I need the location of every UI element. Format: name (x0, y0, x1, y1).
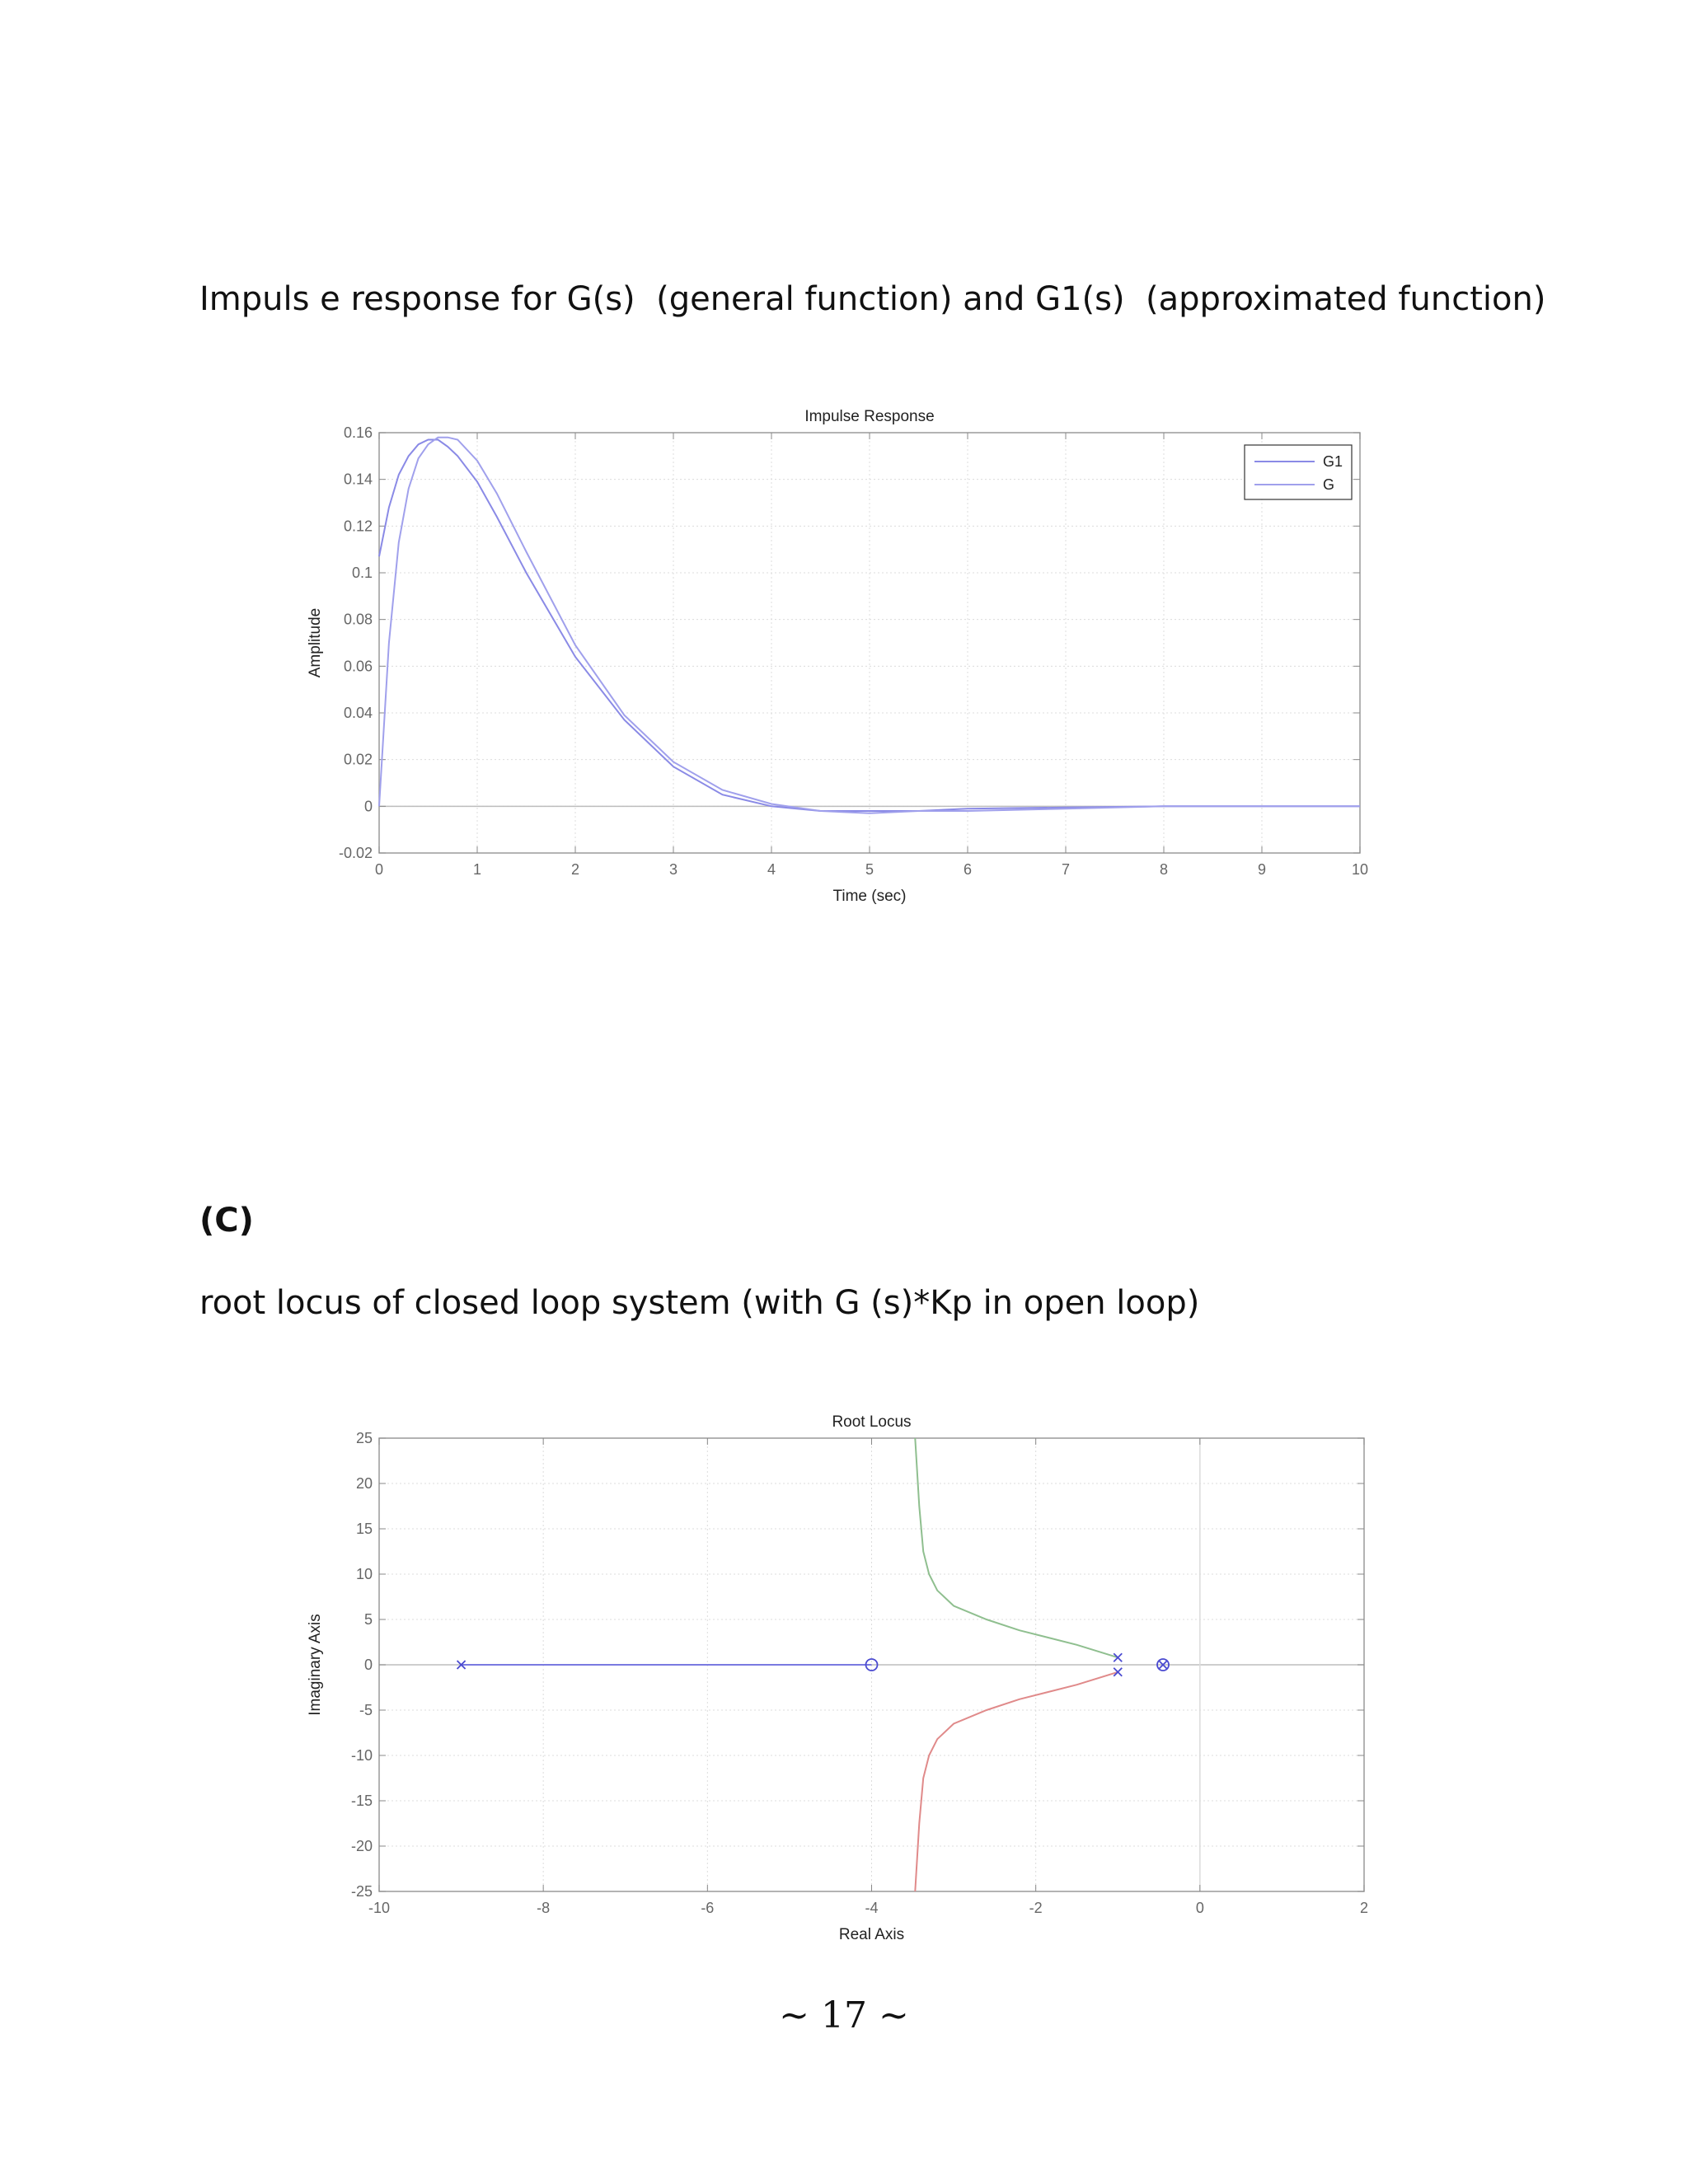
y-tick-label: -15 (350, 1793, 373, 1809)
caption-root-locus: root locus of closed loop system (with G (s)*Kp in open loop) (199, 1284, 1200, 1322)
x-tick-label: 10 (1351, 861, 1369, 878)
root-locus-plot (297, 1401, 1418, 1945)
x-tick-label: 2 (1359, 1900, 1369, 1916)
y-tick-label: 5 (363, 1611, 373, 1628)
chart-title: Impulse Response (804, 408, 935, 425)
x-tick-label: 0 (1195, 1900, 1204, 1916)
x-tick-label: 9 (1257, 861, 1267, 878)
y-tick-label: -20 (350, 1838, 373, 1854)
y-tick-label: 15 (355, 1521, 373, 1537)
x-axis-label: Time (sec) (832, 888, 907, 905)
x-tick-label: -8 (537, 1900, 551, 1916)
x-tick-label: 0 (374, 861, 384, 878)
y-tick-label: 20 (355, 1475, 373, 1492)
pole-marker (1114, 1668, 1122, 1676)
root-locus-chart (297, 1401, 1418, 1945)
y-tick-label: 0.14 (343, 471, 373, 488)
y-axis-label: Imaginary Axis (307, 1614, 324, 1716)
y-tick-label: 0.12 (343, 518, 373, 535)
x-tick-label: 7 (1061, 861, 1071, 878)
x-tick-label: 3 (668, 861, 678, 878)
legend-label: G1 (1323, 453, 1343, 470)
series-line-g (379, 438, 1360, 813)
y-tick-label: 0 (363, 1657, 373, 1673)
x-tick-label: -4 (865, 1900, 879, 1916)
impulse-response-plot (297, 396, 1418, 923)
chart-title: Root Locus (832, 1413, 912, 1431)
y-tick-label: 0.08 (343, 611, 373, 628)
y-tick-label: 0.02 (343, 751, 373, 768)
x-tick-label: 5 (865, 861, 874, 878)
impulse-response-chart (297, 396, 1418, 923)
locus-branch (915, 1672, 1118, 1891)
y-tick-label: 0.16 (343, 424, 373, 441)
x-tick-label: 4 (767, 861, 776, 878)
y-tick-label: 0 (363, 798, 373, 815)
x-tick-label: -10 (368, 1900, 391, 1916)
x-tick-label: 6 (963, 861, 973, 878)
y-tick-label: 0.04 (343, 705, 373, 721)
y-tick-label: 10 (355, 1566, 373, 1582)
x-tick-label: 2 (570, 861, 580, 878)
y-tick-label: 0.06 (343, 658, 373, 675)
section-label: (C) (199, 1202, 254, 1240)
x-tick-label: -2 (1029, 1900, 1043, 1916)
x-tick-label: 8 (1159, 861, 1169, 878)
pole-marker (1114, 1653, 1122, 1661)
caption-impulse-response: Impuls e response for G(s) (general function) and G1(s) (approximated function) (199, 280, 1546, 318)
x-tick-label: -6 (701, 1900, 715, 1916)
page-number: ~ 17 ~ (779, 1994, 909, 2036)
y-axis-label: Amplitude (307, 607, 324, 678)
x-axis-label: Real Axis (838, 1926, 905, 1943)
y-tick-label: -25 (350, 1883, 373, 1900)
y-tick-label: -10 (350, 1747, 373, 1764)
y-tick-label: -5 (359, 1702, 373, 1718)
y-tick-label: -0.02 (338, 845, 373, 861)
legend-label: G (1323, 476, 1335, 493)
y-tick-label: 25 (355, 1430, 373, 1446)
x-tick-label: 1 (472, 861, 482, 878)
y-tick-label: 0.1 (351, 565, 373, 581)
locus-branch (915, 1438, 1118, 1657)
